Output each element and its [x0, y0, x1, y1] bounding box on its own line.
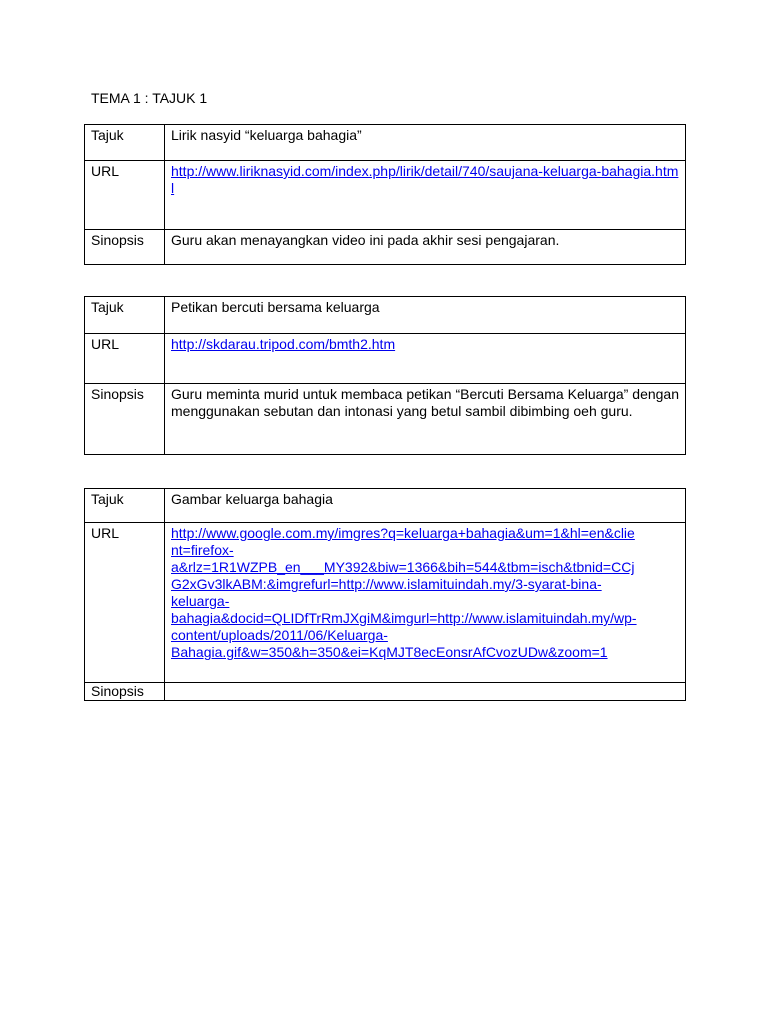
url-line: bahagia&docid=QLIDfTrRmJXgiM&imgurl=http://www.islamituindah.my/wp-	[171, 610, 637, 626]
row-sinopsis	[85, 230, 686, 265]
label-sinopsis: Sinopsis	[85, 384, 165, 455]
row-sinopsis	[85, 384, 686, 455]
label-url: URL	[85, 523, 165, 683]
document-heading: TEMA 1 : TAJUK 1	[91, 90, 208, 106]
label-tajuk: Tajuk	[85, 297, 165, 334]
sinopsis-value	[165, 683, 686, 701]
label-url: URL	[85, 161, 165, 230]
url-line: http://www.google.com.my/imgres?q=keluarga+bahagia&um=1&hl=en&clie	[171, 525, 635, 541]
row-url	[85, 334, 686, 384]
sinopsis-value: Guru akan menayangkan video ini pada akhir sesi pengajaran.	[165, 230, 686, 265]
url-line: content/uploads/2011/06/Keluarga-	[171, 627, 388, 643]
sinopsis-value: Guru meminta murid untuk membaca petikan “Bercuti Bersama Keluarga” dengan menggunakan sebutan dan intonasi yang betul sambil dibimbing oeh guru.	[165, 384, 686, 455]
url-line: nt=firefox-	[171, 542, 234, 558]
url-link[interactable]: http://www.liriknasyid.com/index.php/lirik/detail/740/saujana-keluarga-bahagia.html	[171, 163, 679, 196]
label-tajuk: Tajuk	[85, 489, 165, 523]
row-url	[85, 161, 686, 230]
tajuk-value: Lirik nasyid “keluarga bahagia”	[165, 125, 686, 161]
resource-table-1	[84, 124, 686, 265]
label-sinopsis: Sinopsis	[85, 230, 165, 265]
row-sinopsis	[85, 683, 686, 701]
label-sinopsis: Sinopsis	[85, 683, 165, 701]
resource-table-2	[84, 296, 686, 455]
row-tajuk	[85, 489, 686, 523]
tajuk-value: Gambar keluarga bahagia	[165, 489, 686, 523]
row-tajuk	[85, 297, 686, 334]
label-url: URL	[85, 334, 165, 384]
resource-table-3	[84, 488, 686, 701]
url-link[interactable]: http://skdarau.tripod.com/bmth2.htm	[171, 336, 396, 352]
url-link[interactable]	[171, 525, 679, 661]
row-url	[85, 523, 686, 683]
url-line: a&rlz=1R1WZPB_en___MY392&biw=1366&bih=544&tbm=isch&tbnid=CCj	[171, 559, 635, 575]
url-line: keluarga-	[171, 593, 230, 609]
url-line: G2xGv3lkABM:&imgrefurl=http://www.islamituindah.my/3-syarat-bina-	[171, 576, 602, 592]
tajuk-value: Petikan bercuti bersama keluarga	[165, 297, 686, 334]
row-tajuk	[85, 125, 686, 161]
label-tajuk: Tajuk	[85, 125, 165, 161]
url-line: Bahagia.gif&w=350&h=350&ei=KqMJT8ecEonsrAfCvozUDw&zoom=1	[171, 644, 608, 660]
